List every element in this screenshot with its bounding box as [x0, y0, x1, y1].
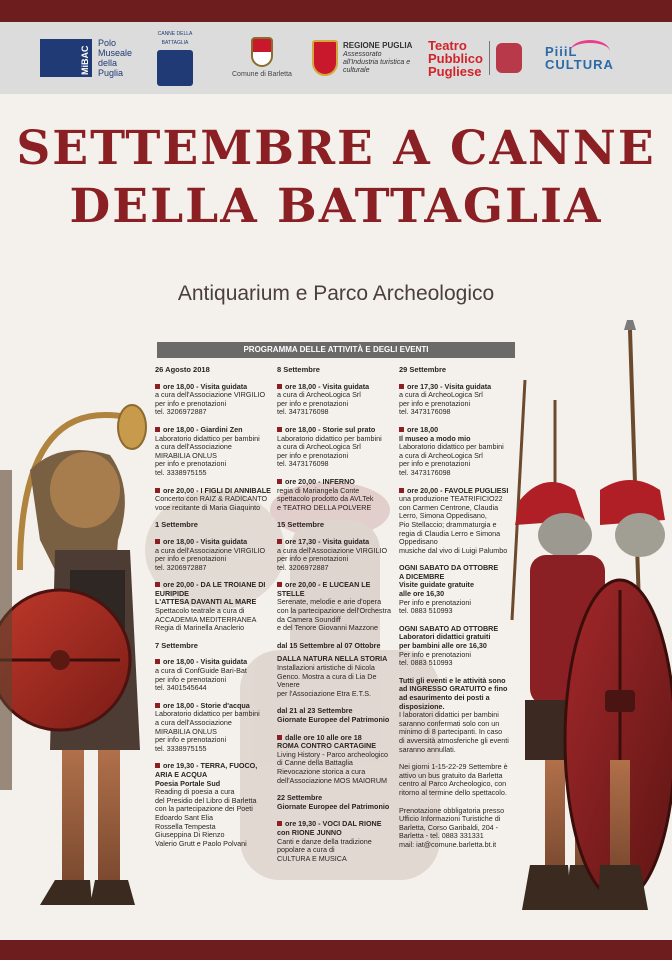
- bottom-bar: [0, 940, 672, 960]
- info-block: 22 Settembre Giornate Europee del Patrimonio: [277, 793, 390, 811]
- event-item: ore 18,00 Il museo a modo mio Laboratorio didattico per bambini a cura di ArcheoLogica Srl per info e prenotazioni tel. 3473176098: [399, 426, 517, 478]
- sponsor-logos: [0, 22, 672, 94]
- polo-museale-text: Polo Museale della Puglia: [98, 38, 133, 78]
- info-block: OGNI SABATO DA OTTOBRE A DICEMBRE Visite guidate gratuite alle ore 16,30 Per info e prenotazioni tel. 0883 510993: [399, 563, 499, 616]
- programme-column-3: [399, 366, 517, 859]
- info-block: dal 15 Settembre al 07 Ottobre: [277, 640, 381, 650]
- event-title: [0, 120, 672, 236]
- info-block: Tutti gli eventi e le attività sono ad INGRESSO GRATUITO e fino ad esaurimento dei posti a disposizione. I laboratori didattici per bambini saranno confermati solo con un minimo di 8 partecipanti. In caso di avversità atmosferiche gli eventi saranno annullati.: [399, 675, 509, 754]
- date-heading: 26 Agosto 2018: [155, 365, 210, 374]
- programme-header: PROGRAMMA DELLE ATTIVITÀ E DEGLI EVENTI: [157, 342, 515, 358]
- event-item: ore 18,00 - Visita guidata a cura di ArcheoLogica Srl per info e prenotazioni tel. 3473176098: [277, 383, 395, 417]
- title-line-2: DELLA BATTAGLIA: [69, 179, 603, 234]
- programme-column-2: [277, 366, 395, 872]
- event-item: ore 20,00 - E LUCEAN LE STELLE Serenate, melodie e arie d'opera con la partecipazione dell'Orchestra da Camera Soundiff e del Tenore Giovanni Mazzone: [277, 581, 395, 633]
- event-item: dalle ore 10 alle ore 18 ROMA CONTRO CARTAGINE Living History - Parco archeologico di Canne della Battaglia Rievocazione storica a cura dell'Associazione MOS MAIORUM: [277, 734, 395, 786]
- event-subtitle: Antiquarium e Parco Archeologico: [177, 282, 495, 305]
- date-heading: 15 Settembre: [277, 520, 325, 530]
- barletta-text: Comune di Barletta: [232, 71, 292, 78]
- info-block: DALLA NATURA NELLA STORIA Installazioni artistiche di Nicola Genco. Mostra a cura di Lia De Venere per l'Associazione Etra E.T.S.: [277, 654, 388, 698]
- canne-logo-text: CANNE DELLA BATTAGLIA: [157, 31, 193, 46]
- date-heading: 8 Settembre: [277, 365, 320, 374]
- puglia-crest-icon: [312, 40, 338, 76]
- canne-logo-mark: [157, 50, 193, 86]
- info-block: OGNI SABATO AD OTTOBRE Laboratori didattici gratuiti per bambini alle ore 16,30 Per info e prenotazioni tel. 0883 510993: [399, 623, 499, 668]
- theatre-mask-icon: [496, 43, 522, 73]
- event-item: ore 20,00 - INFERNO regia di Mariangela Conte spettacolo prodotto da AVLTek e TEATRO DELLA POLVERE: [277, 478, 395, 512]
- event-item: ore 18,00 - Giardini Zen Laboratorio didattico per bambini a cura dell'Associazione MIRABILIA ONLUS per info e prenotazioni tel. 3338975155: [155, 426, 273, 478]
- date-heading: 29 Settembre: [399, 365, 447, 374]
- event-item: ore 20,00 - I FIGLI DI ANNIBALE Concerto con RAIZ & RADICANTO voce recitante di Maria Giaquinto: [155, 487, 273, 513]
- barletta-logo: [232, 22, 292, 94]
- event-item: ore 19,30 - TERRA, FUOCO, ARIA E ACQUA Poesia Portale Sud Reading di poesia a cura del Presidio del Libro di Barletta con la partecipazione dei Poeti Edoardo Sant Elia Rossella Tempesta Giuseppina Di Rienzo Valerio Grutt e Paolo Polvani: [155, 762, 273, 848]
- top-bar: [0, 0, 672, 22]
- event-item: ore 18,00 - Visita guidata a cura di ConfGuide Bari-Bat per info e prenotazioni tel. 3401545644: [155, 658, 273, 692]
- info-block: Nei giorni 1-15-22-29 Settembre è attivo un bus gratuito da Barletta centro al Parco Archeologico, con ritorno al termine dello spettacolo.: [399, 762, 508, 797]
- mibac-logo: [40, 22, 132, 94]
- piil-cultura-logo: [545, 22, 614, 94]
- info-block: dal 21 al 23 Settembre Giornate Europee del Patrimonio: [277, 706, 390, 724]
- barletta-crest-icon: [251, 37, 273, 67]
- info-block: Prenotazione obbligatoria presso Ufficio Informazioni Turistiche di Barletta, Corso Garibaldi, 204 - Barletta - tel. 0883 331331 mail: iat@comune.barletta.bt.it: [399, 805, 505, 849]
- date-heading: 1 Settembre: [155, 520, 198, 530]
- piil-text: PiiiL CULTURA: [545, 44, 614, 72]
- teatro-pubblico-logo: [428, 22, 522, 94]
- teatro-text: Teatro Pubblico Pugliese: [428, 37, 483, 79]
- title-line-1: SETTEMBRE A CANNE: [16, 121, 656, 176]
- event-item: ore 20,00 - DA LE TROIANE DI EURIPIDE L'ATTESA DAVANTI AL MARE Spettacolo teatrale a cura di ACCADEMIA MEDITERRANEA Regia di Marinella Anaclerio: [155, 581, 273, 633]
- event-item: ore 17,30 - Visita guidata a cura di ArcheoLogica Srl per info e prenotazioni tel. 3473176098: [399, 383, 517, 417]
- event-item: ore 18,00 - Visita guidata a cura dell'Associazione VIRGILIO per info e prenotazioni tel. 3206972887: [155, 538, 273, 572]
- canne-logo: [155, 22, 195, 94]
- event-item: ore 18,00 - Visita guidata a cura dell'Associazione VIRGILIO per info e prenotazioni tel. 3206972887: [155, 383, 273, 417]
- regione-puglia-logo: [312, 22, 413, 94]
- event-item: ore 20,00 - FAVOLE PUGLIESI una produzione TEATRIFICIO22 con Carmen Centrone, Claudia Lerro, Simona Oppedisano, Pio Stellaccio; drammaturgia e regia di Claudia Lerro e Simona Oppedisano musiche dal vivo di Luigi Palumbo: [399, 487, 517, 556]
- event-item: ore 17,30 - Visita guidata a cura dell'Associazione VIRGILIO per info e prenotazioni tel. 3206972887: [277, 538, 395, 572]
- rainbow-arc-icon: [570, 40, 610, 63]
- puglia-sub: Assessorato all'Industria turistica e culturale: [343, 50, 411, 74]
- event-item: ore 18,00 - Storie sul prato Laboratorio didattico per bambini a cura di ArcheoLogica Srl per info e prenotazioni tel. 3473176098: [277, 426, 395, 469]
- date-heading: 7 Settembre: [155, 640, 198, 650]
- event-item: ore 19,30 - VOCI DAL RIONE con RIONE JUNNO Canti e danze della tradizione popolare a cura di CULTURA E MUSICA: [277, 820, 395, 863]
- mibac-logo-mark: MiBAC: [40, 39, 92, 77]
- event-item: ore 18,00 - Storie d'acqua Laboratorio didattico per bambini a cura dell'Associazione MIRABILIA ONLUS per info e prenotazioni tel. 3338975155: [155, 702, 273, 754]
- programme-column-1: [155, 366, 273, 857]
- puglia-name: REGIONE PUGLIA: [343, 40, 413, 50]
- right-warriors: [512, 320, 672, 910]
